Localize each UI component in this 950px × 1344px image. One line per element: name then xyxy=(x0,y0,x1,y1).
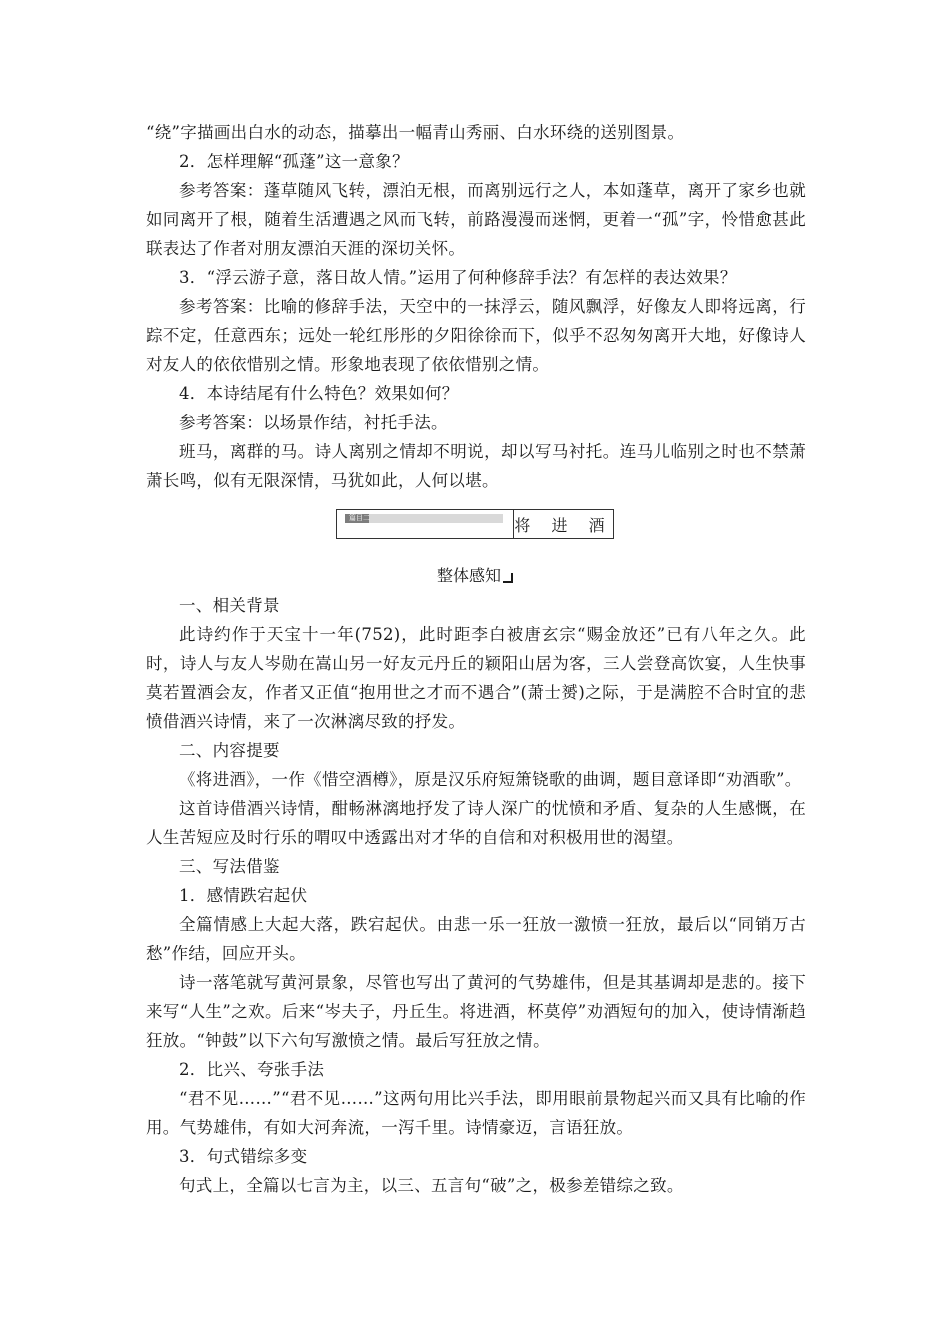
answer-2: 参考答案：蓬草随风飞转，漂泊无根，而离别远行之人，本如蓬草，离开了家乡也就如同离开了根，随着生活遭遇之风而飞转，前路漫漫而迷惘，更着一“孤”字，怜惜愈甚此联表达了作者对朋友漂泊天涯的深切关怀。 xyxy=(146,181,806,258)
section-tag: 篇目二 xyxy=(345,514,503,523)
section-title-box xyxy=(336,509,614,539)
section-b xyxy=(146,591,806,1200)
question-3: 3．“浮云游子意，落日故人情。”运用了何种修辞手法？有怎样的表达效果？ xyxy=(179,268,737,287)
paragraph-background: 此诗约作于天宝十一年(752)，此时距李白被唐玄宗“赐金放还”已有八年之久。此时，诗人与友人岑勋在嵩山另一好友元丹丘的颖阳山居为客，三人尝登高饮宴，人生快事莫若置酒会友，作者又正值“抱用世之才而不遇合”(萧士赟)之际，于是满腔不合时宜的悲愤借酒兴诗情，来了一次淋漓尽致的抒发。 xyxy=(146,625,806,731)
answer-3: 参考答案：比喻的修辞手法，天空中的一抹浮云，随风飘浮，好像友人即将远离，行踪不定，任意西东；远处一轮红彤彤的夕阳徐徐而下，似乎不忍匆匆离开大地，好像诗人对友人的依依惜别之情。形象地表现了依依惜别之情。 xyxy=(146,297,806,374)
section-a xyxy=(146,118,806,495)
overview-title: 整体感知 xyxy=(436,566,501,585)
paragraph-sentence: 句式上，全篇以七言为主，以三、五言句“破”之，极参差错综之致。 xyxy=(179,1176,684,1195)
answer-4-explanation: 班马，离群的马。诗人离别之情却不明说，却以写马衬托。连马儿临别之时也不禁萧萧长鸣，似有无限深情，马犹如此，人何以堪。 xyxy=(146,442,806,490)
heading-background: 一、相关背景 xyxy=(179,596,280,615)
subheading-metaphor: 2．比兴、夸张手法 xyxy=(179,1060,325,1079)
paragraph-content-2: 这首诗借酒兴诗情，酣畅淋漓地抒发了诗人深广的忧愤和矛盾、复杂的人生感慨，在人生苦短应及时行乐的喟叹中透露出对才华的自信和对积极用世的渴望。 xyxy=(146,799,806,847)
section-tag-cell xyxy=(337,510,514,538)
paragraph-emotion-1: 全篇情感上大起大落，跌宕起伏。由悲一乐一狂放一激愤一狂放，最后以“同销万古愁”作结，回应开头。 xyxy=(146,915,806,963)
answer-4: 参考答案：以场景作结，衬托手法。 xyxy=(179,413,448,432)
heading-writing: 三、写法借鉴 xyxy=(179,857,280,876)
overview-heading xyxy=(0,565,950,587)
paragraph-emotion-2: 诗一落笔就写黄河景象，尽管也写出了黄河的气势雄伟，但是其基调却是悲的。接下来写“人生”之欢。后来“岑夫子，丹丘生。将进酒，杯莫停”劝酒短句的加入，使诗情渐趋狂放。“钟鼓”以下六句写激愤之情。最后写狂放之情。 xyxy=(146,973,806,1050)
heading-content: 二、内容提要 xyxy=(179,741,280,760)
question-2: 2．怎样理解“孤蓬”这一意象？ xyxy=(179,152,409,171)
question-4: 4．本诗结尾有什么特色？效果如何？ xyxy=(179,384,459,403)
corner-mark-icon xyxy=(503,573,513,583)
subheading-sentence: 3．句式错综多变 xyxy=(179,1147,308,1166)
section-title: 将 进 酒 xyxy=(514,515,613,535)
paragraph-content-1: 《将进酒》，一作《惜空酒樽》，原是汉乐府短箫铙歌的曲调，题目意译即“劝酒歌”。 xyxy=(179,770,802,789)
paragraph-white-water: “绕”字描画出白水的动态，描摹出一幅青山秀丽、白水环绕的送别图景。 xyxy=(146,123,685,142)
paragraph-metaphor: “君不见……”“君不见……”这两句用比兴手法，即用眼前景物起兴而又具有比喻的作用。气势雄伟，有如大河奔流，一泻千里。诗情豪迈，言语狂放。 xyxy=(146,1089,806,1137)
subheading-emotion: 1．感情跌宕起伏 xyxy=(179,886,308,905)
